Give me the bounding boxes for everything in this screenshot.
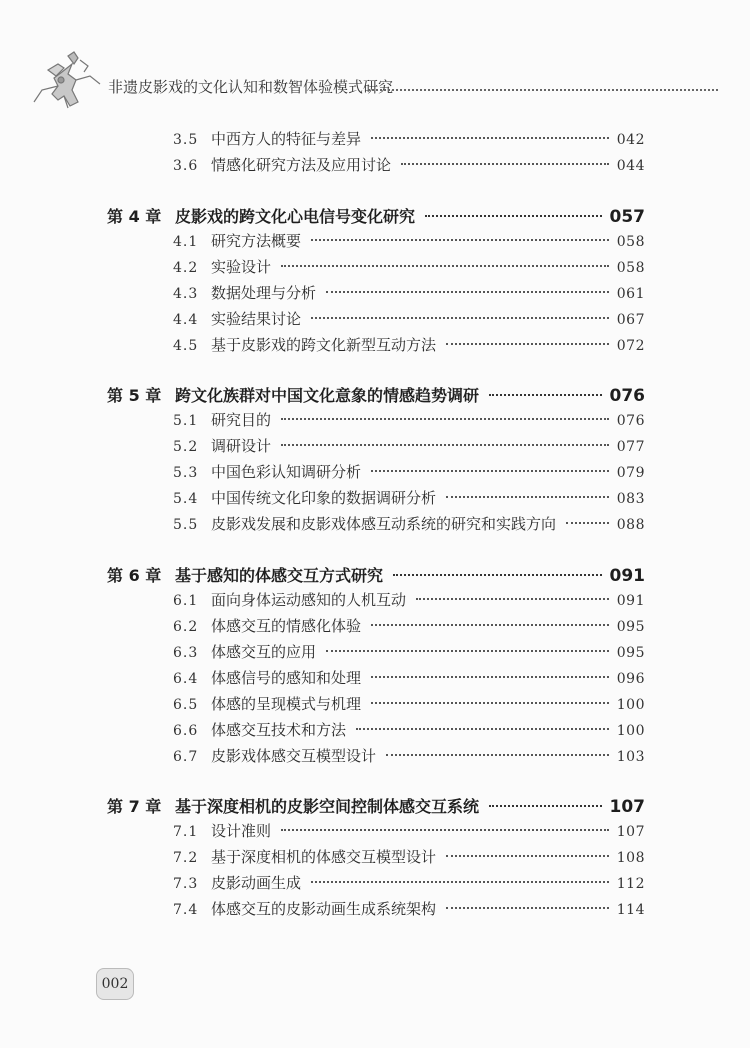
dot-leader — [566, 522, 609, 524]
chapter-number: 第 7 章 — [107, 797, 162, 816]
dot-leader — [281, 444, 609, 446]
section-page-number: 061 — [616, 286, 645, 302]
dot-leader — [489, 394, 601, 396]
toc-section-row[interactable] — [173, 230, 645, 256]
dot-leader — [281, 265, 609, 267]
chapter-number: 第 5 章 — [107, 386, 162, 405]
dot-leader — [446, 907, 609, 909]
section-number: 5.3 — [173, 465, 199, 481]
dot-leader — [311, 239, 609, 241]
dot-leader — [311, 317, 609, 319]
dot-leader — [311, 881, 609, 883]
section-title: 实验结果讨论 — [211, 310, 302, 328]
section-page-number: 096 — [616, 671, 645, 687]
section-number: 6.2 — [173, 619, 199, 635]
section-page-number: 083 — [616, 491, 645, 507]
toc-section-row[interactable] — [173, 667, 645, 693]
dot-leader — [356, 728, 609, 730]
dot-leader — [281, 418, 609, 420]
toc-section-row[interactable] — [173, 487, 645, 513]
toc-section-row[interactable] — [173, 615, 645, 641]
section-number: 4.5 — [173, 338, 199, 354]
section-number: 6.6 — [173, 723, 199, 739]
dot-leader — [416, 598, 609, 600]
toc-section-row[interactable] — [173, 256, 645, 282]
toc-section-row[interactable] — [173, 589, 645, 615]
section-title: 中国色彩认知调研分析 — [211, 463, 362, 481]
section-page-number: 103 — [616, 749, 645, 765]
chapter-page-number: 057 — [609, 207, 645, 227]
page-number-badge — [96, 968, 134, 1000]
toc-section-row[interactable] — [173, 409, 645, 435]
dot-leader — [446, 343, 609, 345]
section-number: 3.6 — [173, 158, 199, 174]
section-number: 5.2 — [173, 439, 199, 455]
toc-section-row[interactable] — [173, 641, 645, 667]
toc-section-row[interactable] — [173, 282, 645, 308]
section-title: 中国传统文化印象的数据调研分析 — [211, 489, 437, 507]
dot-leader — [281, 829, 609, 831]
section-page-number: 058 — [616, 234, 645, 250]
section-page-number: 100 — [616, 723, 645, 739]
toc-section-row[interactable] — [173, 513, 645, 539]
section-title: 皮影戏发展和皮影戏体感互动系统的研究和实践方向 — [211, 515, 557, 533]
toc-chapter-row[interactable] — [107, 204, 645, 230]
dot-leader — [371, 470, 609, 472]
chapter-title: 基于感知的体感交互方式研究 — [175, 566, 384, 585]
section-page-number: 108 — [616, 850, 645, 866]
section-number: 7.2 — [173, 850, 199, 866]
section-page-number: 044 — [616, 158, 645, 174]
chapter-title: 跨文化族群对中国文化意象的情感趋势调研 — [175, 386, 480, 405]
dot-leader — [386, 754, 609, 756]
section-number: 3.5 — [173, 132, 199, 148]
section-number: 6.7 — [173, 749, 199, 765]
section-number: 6.1 — [173, 593, 199, 609]
section-number: 6.5 — [173, 697, 199, 713]
dot-leader — [489, 805, 601, 807]
section-page-number: 100 — [616, 697, 645, 713]
section-number: 5.1 — [173, 413, 199, 429]
section-title: 数据处理与分析 — [211, 284, 317, 302]
page-number: 002 — [101, 976, 129, 992]
section-title: 中西方人的特征与差异 — [211, 130, 362, 148]
section-page-number: 095 — [616, 645, 645, 661]
section-number: 7.3 — [173, 876, 199, 892]
section-number: 6.4 — [173, 671, 199, 687]
chapter-page-number: 076 — [609, 386, 645, 406]
toc-section-row[interactable] — [173, 154, 645, 180]
section-page-number: 076 — [616, 413, 645, 429]
section-page-number: 067 — [616, 312, 645, 328]
section-title: 体感交互的皮影动画生成系统架构 — [211, 900, 437, 918]
dot-leader — [326, 650, 609, 652]
dot-leader — [446, 496, 609, 498]
section-number: 5.5 — [173, 517, 199, 533]
shadow-puppet-logo-icon — [28, 50, 106, 110]
section-title: 调研设计 — [211, 437, 272, 455]
section-title: 基于皮影戏的跨文化新型互动方法 — [211, 336, 437, 354]
section-page-number: 091 — [616, 593, 645, 609]
section-number: 6.3 — [173, 645, 199, 661]
section-number: 7.4 — [173, 902, 199, 918]
dot-leader — [371, 624, 609, 626]
toc-section-row[interactable] — [173, 719, 645, 745]
section-page-number: 112 — [616, 876, 645, 892]
section-page-number: 058 — [616, 260, 645, 276]
section-title: 体感的呈现模式与机理 — [211, 695, 362, 713]
chapter-page-number: 091 — [609, 566, 645, 586]
dot-leader — [371, 137, 609, 139]
chapter-title: 基于深度相机的皮影空间控制体感交互系统 — [175, 797, 480, 816]
toc-chapter-row[interactable] — [107, 563, 645, 589]
toc-section-row[interactable] — [173, 846, 645, 872]
section-page-number: 072 — [616, 338, 645, 354]
dot-leader — [371, 702, 609, 704]
section-page-number: 079 — [616, 465, 645, 481]
section-title: 皮影动画生成 — [211, 874, 302, 892]
section-page-number: 114 — [616, 902, 645, 918]
toc-section-row[interactable] — [173, 693, 645, 719]
running-header — [28, 50, 718, 110]
toc-section-row[interactable] — [173, 872, 645, 898]
dot-leader — [326, 291, 609, 293]
section-number: 4.3 — [173, 286, 199, 302]
section-page-number: 107 — [616, 824, 645, 840]
section-number: 5.4 — [173, 491, 199, 507]
section-page-number: 095 — [616, 619, 645, 635]
section-title: 研究方法概要 — [211, 232, 302, 250]
section-title: 体感信号的感知和处理 — [211, 669, 362, 687]
toc-section-row[interactable] — [173, 745, 645, 771]
chapter-number: 第 4 章 — [107, 207, 162, 226]
dot-leader — [393, 574, 601, 576]
section-page-number: 077 — [616, 439, 645, 455]
section-number: 7.1 — [173, 824, 199, 840]
toc-section-row[interactable] — [173, 898, 645, 924]
toc-section-row[interactable] — [173, 461, 645, 487]
toc-section-row[interactable] — [173, 308, 645, 334]
toc-chapter-row[interactable] — [107, 383, 645, 409]
toc-section-row[interactable] — [173, 128, 645, 154]
toc-chapter-row[interactable] — [107, 794, 645, 820]
section-number: 4.2 — [173, 260, 199, 276]
section-number: 4.1 — [173, 234, 199, 250]
section-number: 4.4 — [173, 312, 199, 328]
header-dotted-rule — [368, 89, 718, 91]
section-page-number: 088 — [616, 517, 645, 533]
dot-leader — [371, 676, 609, 678]
section-title: 研究目的 — [211, 411, 272, 429]
toc-section-row[interactable] — [173, 435, 645, 461]
toc-section-row[interactable] — [173, 334, 645, 360]
dot-leader — [425, 215, 601, 217]
chapter-page-number: 107 — [609, 797, 645, 817]
chapter-title: 皮影戏的跨文化心电信号变化研究 — [175, 207, 416, 226]
section-title: 体感交互的应用 — [211, 643, 317, 661]
section-title: 设计准则 — [211, 822, 272, 840]
book-title: 非遗皮影戏的文化认知和数智体验模式研究 — [108, 78, 394, 96]
section-title: 情感化研究方法及应用讨论 — [211, 156, 392, 174]
toc-section-row[interactable] — [173, 820, 645, 846]
dot-leader — [446, 855, 609, 857]
section-title: 基于深度相机的体感交互模型设计 — [211, 848, 437, 866]
section-title: 实验设计 — [211, 258, 272, 276]
section-title: 体感交互的情感化体验 — [211, 617, 362, 635]
section-title: 面向身体运动感知的人机互动 — [211, 591, 407, 609]
section-title: 体感交互技术和方法 — [211, 721, 347, 739]
section-page-number: 042 — [616, 132, 645, 148]
section-title: 皮影戏体感交互模型设计 — [211, 747, 377, 765]
chapter-number: 第 6 章 — [107, 566, 162, 585]
dot-leader — [401, 163, 609, 165]
